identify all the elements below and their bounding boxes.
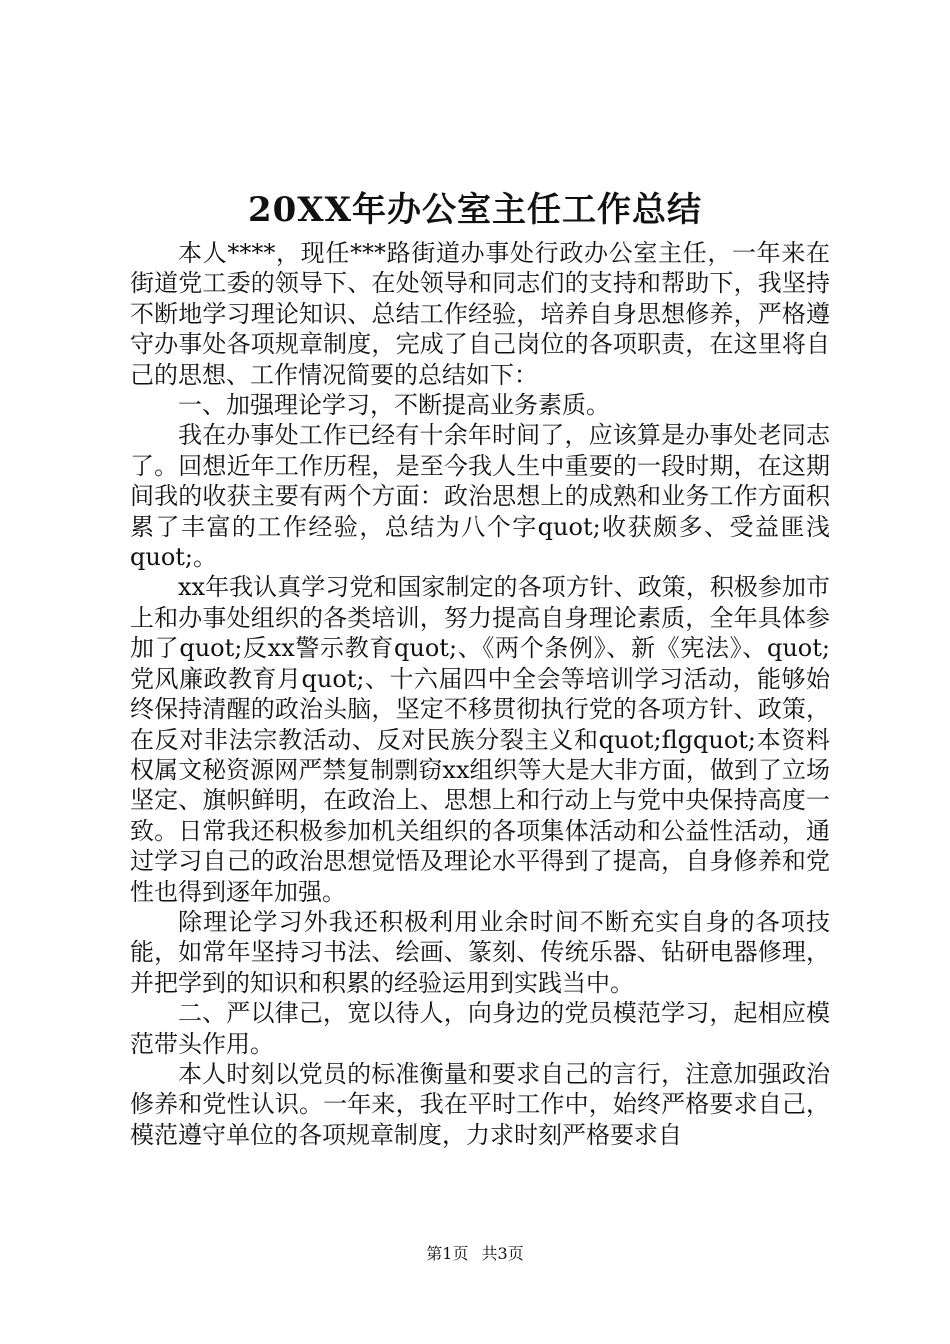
section-heading-2: 二、严以律己，宽以待人，向身边的党员模范学习，起相应模范带头作用。 [130, 999, 830, 1058]
page-total: 共3页 [481, 1244, 524, 1263]
paragraph-experience: 我在办事处工作已经有十余年时间了，应该算是办事处老同志了。回想近年工作历程，是至今我人生中重要的一段时期，在这期间我的收获主要有两个方面：政治思想上的成熟和业务工作方面积累了丰富的工作经验，总结为八个字quot;收获颇多、受益匪浅quot;。 [130, 421, 830, 572]
page-current: 第1页 [426, 1244, 469, 1263]
paragraph-intro: 本人****，现任***路街道办事处行政办公室主任，一年来在街道党工委的领导下、在处领导和同志们的支持和帮助下，我坚持不断地学习理论知识、总结工作经验，培养自身思想修养，严格遵守办事处各项规章制度，完成了自己岗位的各项职责，在这里将自己的思想、工作情况简要的总结如下： [130, 239, 830, 389]
page-number-footer [0, 1243, 950, 1265]
paragraph-discipline: 本人时刻以党员的标准衡量和要求自己的言行，注意加强政治修养和党性认识。一年来，我在平时工作中，始终严格要求自己，模范遵守单位的各项规章制度，力求时刻严格要求自 [130, 1059, 830, 1149]
paragraph-study: xx年我认真学习党和国家制定的各项方针、政策，积极参加市上和办事处组织的各类培训，努力提高自身理论素质，全年具体参加了quot;反xx警示教育quot;、《两个条例》、新《宪法》、quot;党风廉政教育月quot;、十六届四中全会等培训学习活动，能够始终保持清醒的政治头脑，坚定不移贯彻执行党的各项方针、政策，在反对非法宗教活动、反对民族分裂主义和quot;flgquot;本资料权属文秘资源网严禁复制剽窃xx组织等大是大非方面，做到了立场坚定、旗帜鲜明，在政治上、思想上和行动上与党中央保持高度一致。日常我还积极参加机关组织的各项集体活动和公益性活动，通过学习自己的政治思想觉悟及理论水平得到了提高，自身修养和党性也得到逐年加强。 [130, 573, 830, 906]
document-title: 20XX年办公室主任工作总结 [247, 190, 703, 230]
section-heading-1: 一、加强理论学习，不断提高业务素质。 [178, 391, 610, 420]
paragraph-skills: 除理论学习外我还积极利用业余时间不断充实自身的各项技能，如常年坚持习书法、绘画、篆刻、传统乐器、钻研电器修理，并把学到的知识和积累的经验运用到实践当中。 [130, 907, 830, 997]
document-body [130, 238, 830, 1150]
